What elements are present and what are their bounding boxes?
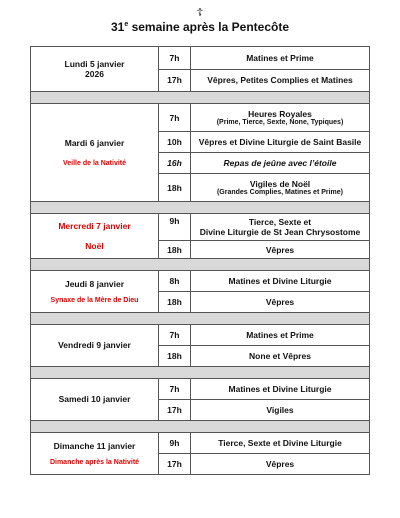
service-name: Vêpres (191, 454, 370, 475)
day-cell (31, 379, 159, 421)
service-time: 17h (159, 400, 191, 421)
service-name: Vêpres (191, 292, 370, 313)
service-name: Tierce, Sexte et Divine Liturgie de St Jean Chrysostome (191, 214, 370, 241)
day-date: Mardi 6 janvier (64, 137, 125, 148)
separator-row (31, 92, 370, 104)
day-cell (31, 104, 159, 202)
table-row (31, 47, 370, 70)
schedule-table (30, 46, 370, 475)
cross-icon: ☦ (196, 7, 204, 19)
service-time: 17h (159, 69, 191, 92)
table-row (31, 379, 370, 400)
service-time: 18h (159, 241, 191, 259)
table-row (31, 433, 370, 454)
day-date-year: 2026 (85, 69, 104, 79)
service-time: 7h (159, 325, 191, 346)
service-name: None et Vêpres (191, 346, 370, 367)
service-time: 10h (159, 132, 191, 153)
separator-row (31, 202, 370, 214)
day-date: Samedi 10 janvier (58, 394, 131, 404)
day-date: Jeudi 8 janvier (64, 278, 125, 289)
service-name: Matines et Prime (191, 325, 370, 346)
service-name: Vigiles de Noël (Grandes Complies, Matines et Prime) (191, 174, 370, 202)
service-name: Vêpres et Divine Liturgie de Saint Basile (191, 132, 370, 153)
separator-row (31, 367, 370, 379)
day-cell (31, 325, 159, 367)
service-name: Vêpres, Petites Complies et Matines (191, 69, 370, 92)
table-row (31, 214, 370, 241)
day-note: Synaxe de la Mère de Dieu (50, 296, 139, 304)
day-cell (31, 47, 159, 92)
service-time: 17h (159, 454, 191, 475)
service-time: 8h (159, 271, 191, 292)
service-name: Heures Royales (Prime, Tierce, Sexte, None, Typiques) (191, 104, 370, 132)
separator-row (31, 259, 370, 271)
day-date: Dimanche 11 janvier (53, 440, 136, 451)
page-title: 31e semaine après la Pentecôte (110, 20, 289, 34)
service-time: 7h (159, 104, 191, 132)
day-date: Lundi 5 janvier (64, 59, 125, 69)
service-name: Matines et Divine Liturgie (191, 379, 370, 400)
service-time: 18h (159, 346, 191, 367)
table-row (31, 271, 370, 292)
day-cell (31, 433, 159, 475)
table-row (31, 104, 370, 132)
service-name: Tierce, Sexte et Divine Liturgie (191, 433, 370, 454)
service-name: Matines et Divine Liturgie (191, 271, 370, 292)
service-name: Repas de jeûne avec l’étoile (191, 153, 370, 174)
day-note: Veille de la Nativité (62, 159, 127, 167)
service-name: Vêpres (191, 241, 370, 259)
service-time: 7h (159, 47, 191, 70)
separator-row (31, 313, 370, 325)
service-time: 18h (159, 292, 191, 313)
service-name: Vigiles (191, 400, 370, 421)
day-cell (31, 271, 159, 313)
day-note: Noël (85, 241, 104, 251)
day-note: Dimanche après la Nativité (49, 458, 140, 466)
table-row (31, 325, 370, 346)
day-date: Mercredi 7 janvier (58, 221, 131, 231)
service-time: 16h (159, 153, 191, 174)
service-time: 9h (159, 433, 191, 454)
service-time: 18h (159, 174, 191, 202)
day-date: Vendredi 9 janvier (58, 340, 131, 350)
day-cell (31, 214, 159, 259)
service-name: Matines et Prime (191, 47, 370, 70)
service-time: 7h (159, 379, 191, 400)
service-time: 9h (159, 214, 191, 241)
separator-row (31, 421, 370, 433)
